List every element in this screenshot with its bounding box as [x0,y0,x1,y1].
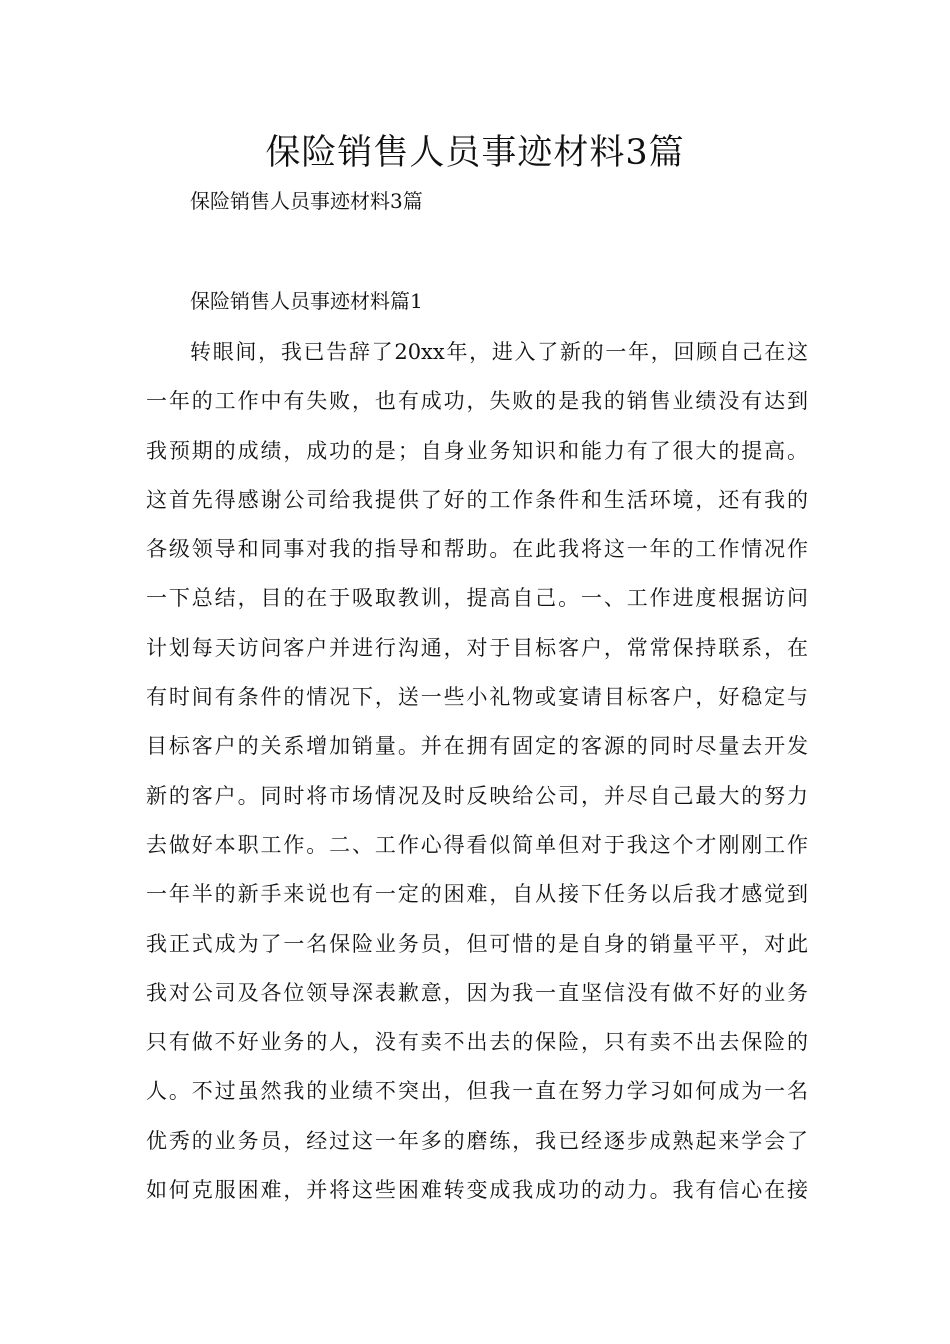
body-line: 我正式成为了一名保险业务员，但可惜的是自身的销量平平，对此 [146,931,808,956]
body-line: 只有做不好业务的人，没有卖不出去的保险，只有卖不出去保险的 [146,1030,808,1055]
body-line: 各级领导和同事对我的指导和帮助。在此我将这一年的工作情况作 [146,537,808,562]
body-line: 转眼间，我已告辞了20xx年，进入了新的一年，回顾自己在这 [190,340,808,364]
body-line: 目标客户的关系增加销量。并在拥有固定的客源的同时尽量去开发 [146,734,808,759]
body-paragraph [146,334,808,1221]
body-line: 一年半的新手来说也有一定的困难，自从接下任务以后我才感觉到 [146,882,808,907]
body-line: 我对公司及各位领导深表歉意，因为我一直坚信没有做不好的业务 [146,980,808,1005]
body-line: 一下总结，目的在于吸取教训，提高自己。一、工作进度根据访问 [146,586,808,611]
body-line: 计划每天访问客户并进行沟通，对于目标客户，常常保持联系，在 [146,635,808,660]
body-line: 一年的工作中有失败，也有成功，失败的是我的销售业绩没有达到 [146,389,808,414]
document-subtitle: 保险销售人员事迹材料3篇 [190,189,423,213]
body-line: 我预期的成绩，成功的是；自身业务知识和能力有了很大的提高。 [146,438,808,463]
body-line: 去做好本职工作。二、工作心得看似简单但对于我这个才刚刚工作 [146,832,808,857]
section-heading: 保险销售人员事迹材料篇1 [190,289,423,313]
body-line: 这首先得感谢公司给我提供了好的工作条件和生活环境，还有我的 [146,487,808,512]
body-line: 新的客户。同时将市场情况及时反映给公司，并尽自己最大的努力 [146,783,808,808]
body-line: 有时间有条件的情况下，送一些小礼物或宴请目标客户，好稳定与 [146,685,808,710]
document-title: 保险销售人员事迹材料3篇 [265,133,685,173]
body-line: 如何克服困难，并将这些困难转变成我成功的动力。我有信心在接 [146,1178,808,1203]
body-line: 优秀的业务员，经过这一年多的磨练，我已经逐步成熟起来学会了 [146,1128,808,1153]
body-line: 人。不过虽然我的业绩不突出，但我一直在努力学习如何成为一名 [146,1079,808,1104]
